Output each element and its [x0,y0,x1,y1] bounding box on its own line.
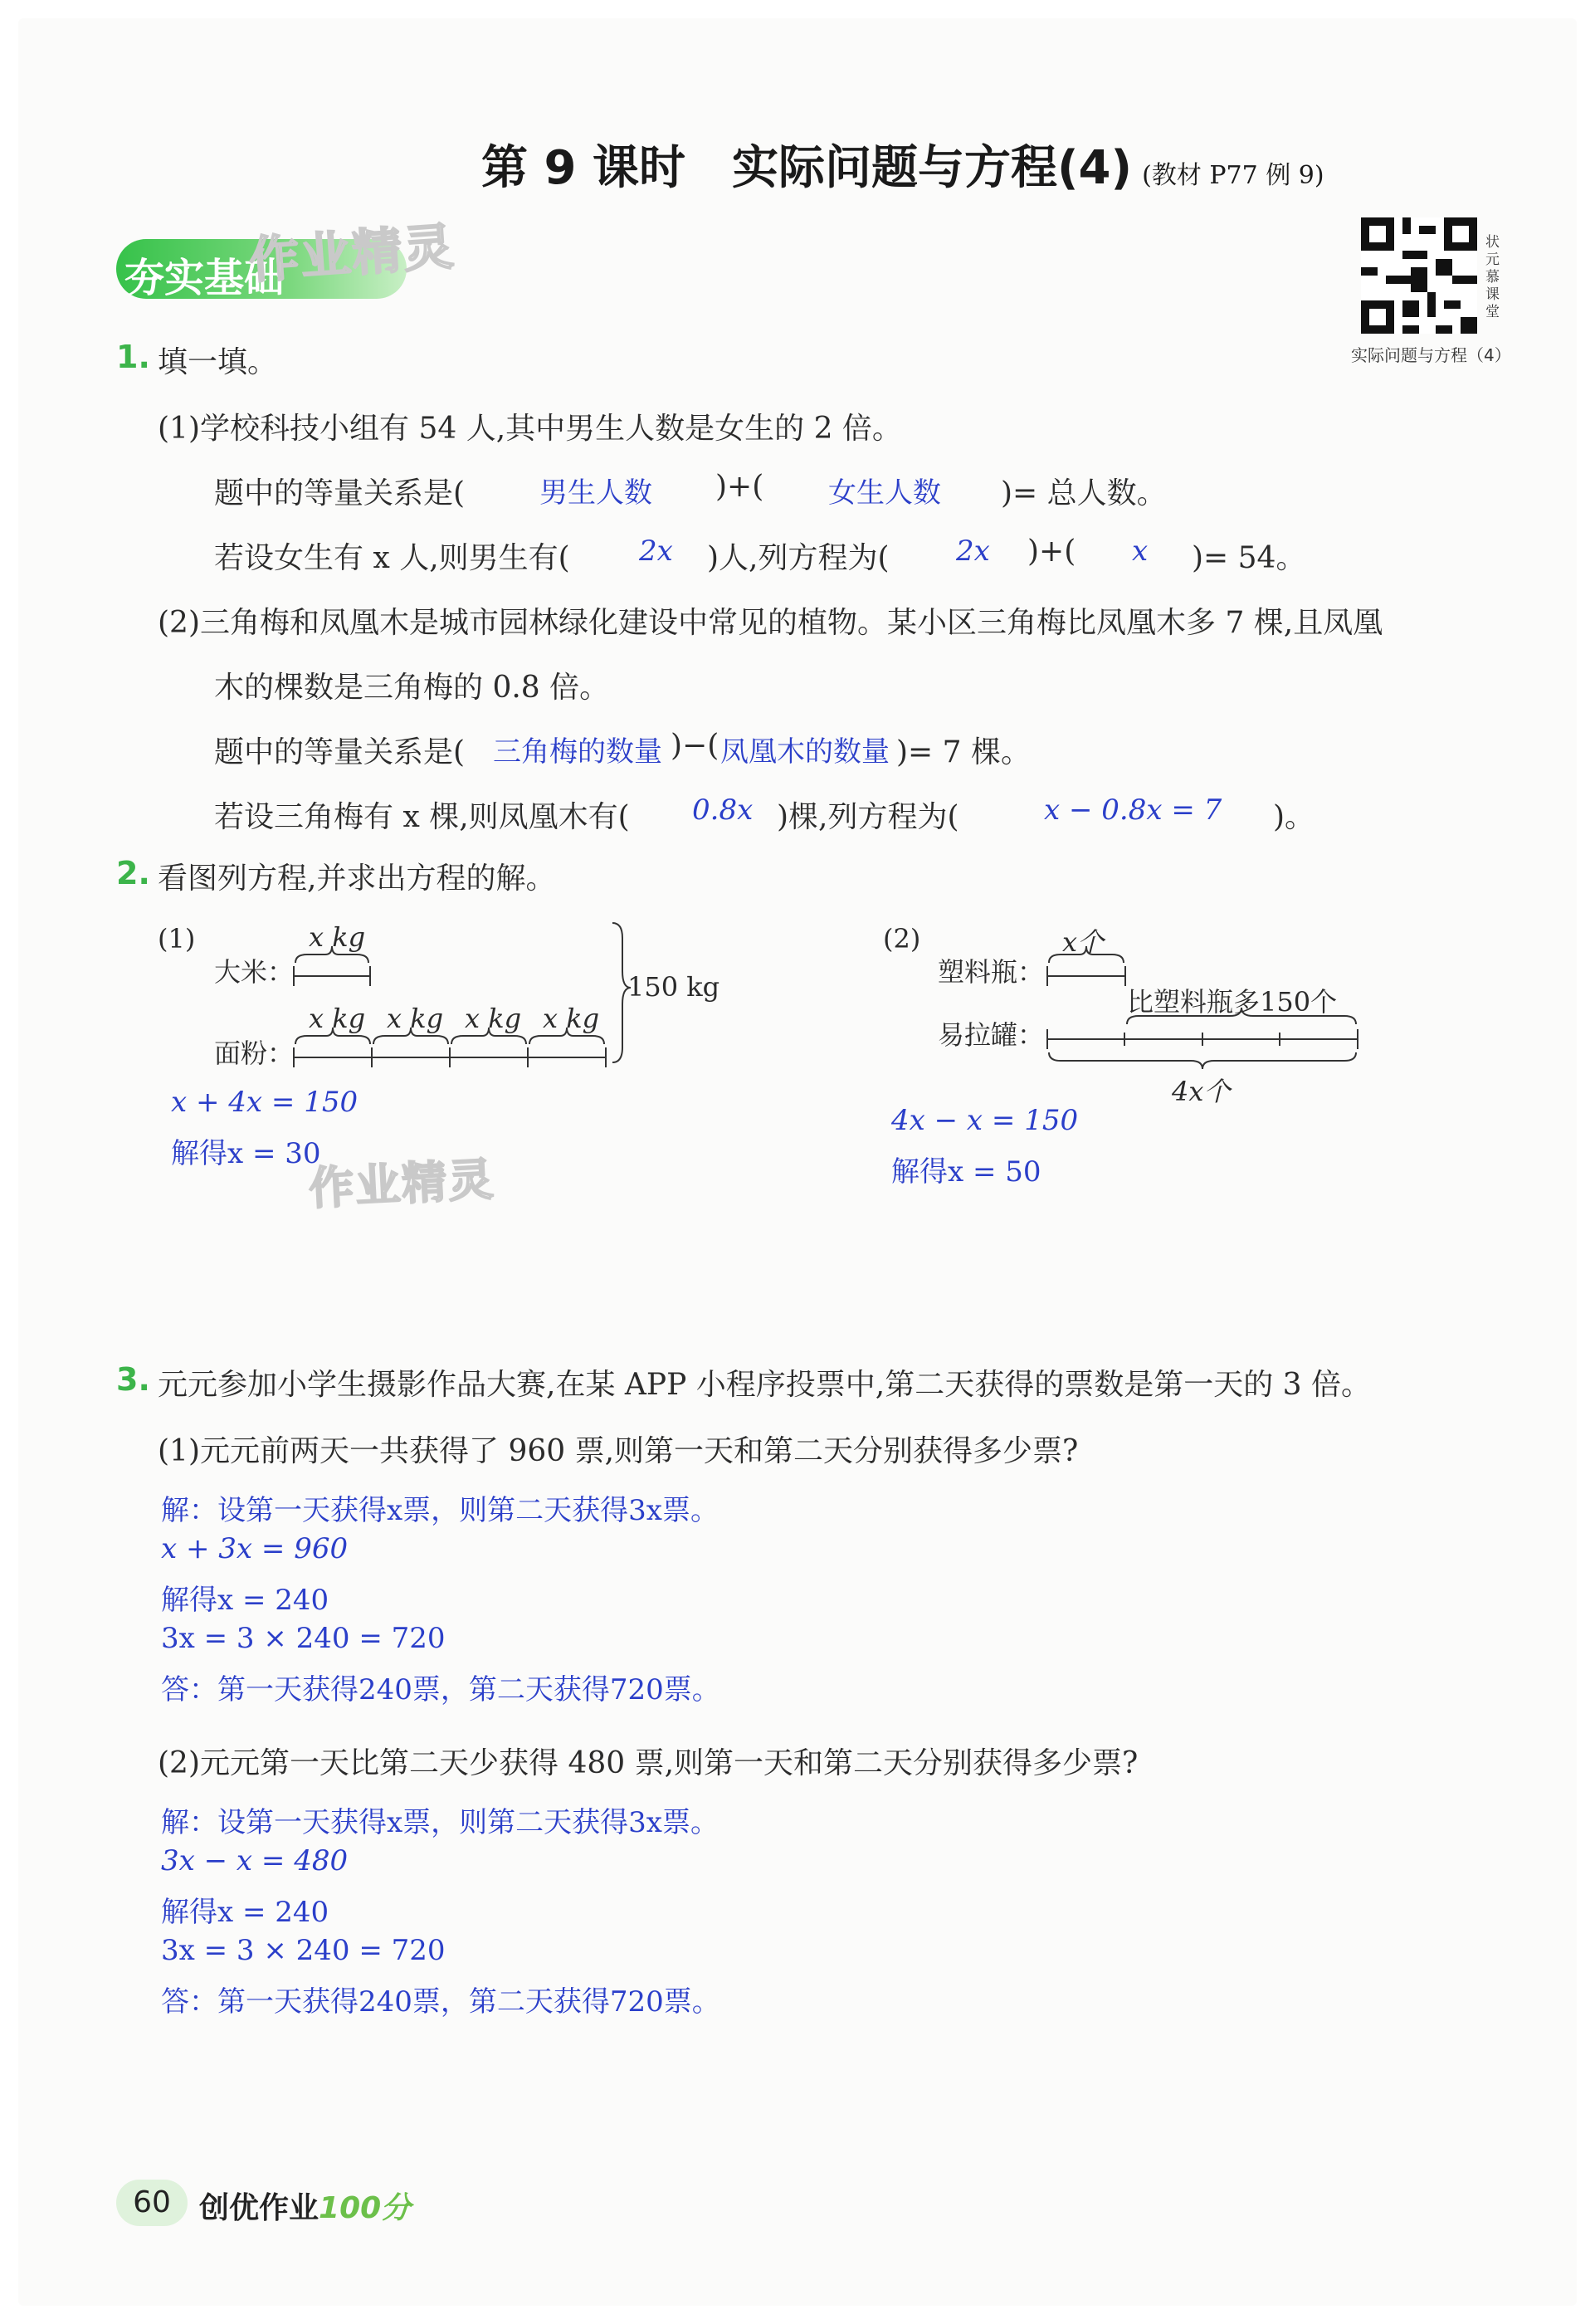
q3-p1-answer-line-4: 3x = 3 × 240 = 720 [161,1622,446,1655]
q1-p1-blank-a: 男生人数 [539,476,652,510]
q1-p1-line2-prefix: 题中的等量关系是( [214,476,466,510]
q1-p2-line2-suffix: )= 7 棵。 [896,735,1032,769]
d1-total-brace [612,923,631,1062]
q3-p1-question: (1)元元前两天一共获得了 960 票,则第一天和第二天分别获得多少票? [158,1434,1079,1468]
d2-row2-label: 易拉罐： [938,1019,1045,1051]
q1-p1-blank-b: 女生人数 [828,476,941,510]
q1-p2-mid: )−( [671,729,719,763]
q3-p2-answer-line-3: 解得x = 240 [161,1896,329,1929]
q1-p2-line1b: 木的棵数是三角梅的 0.8 倍。 [214,671,610,705]
q1-p1-blank-e: x [1132,535,1149,568]
d2-answer-equation: 4x − x = 150 [891,1104,1079,1137]
d2-bottle-bar [1047,966,1125,986]
footer-brand [199,2185,411,2227]
d1-rice-brace [295,946,368,963]
q1-number: 1. [116,339,150,375]
q3-p1-answer-line-5: 答：第一天获得240票，第二天获得720票。 [161,1673,720,1706]
d1-flour-seg-label-1: x kg [309,1003,366,1034]
q1-p1-line2-suffix: )= 总人数。 [1001,476,1167,510]
title-text: 第 9 课时 实际问题与方程(4) [481,141,1133,195]
section-badge: 夯实基础 [124,255,285,301]
q1-p2-line3-mid: )棵,列方程为( [777,800,959,834]
q1-p1-mid-a: )+( [715,470,764,504]
q1-p2-line2-prefix: 题中的等量关系是( [214,735,466,769]
footer-brand-suffix: 100分 [319,2191,412,2225]
d1-total-label: 150 kg [627,971,720,1003]
q1-p2-line3-suffix: )。 [1273,800,1315,834]
q1-p1-line1: (1)学校科技小组有 54 人,其中男生人数是女生的 2 倍。 [158,412,902,446]
q1-p1-line3-prefix: 若设女生有 x 人,则男生有( [214,541,570,575]
q1-p2-blank-c: 0.8x [692,793,754,827]
q2-number: 2. [116,855,150,891]
q3-p2-answer-line-2: 3x − x = 480 [161,1844,349,1877]
q1-stem: 填一填。 [158,345,278,379]
q3-p1-answer-line-2: x + 3x = 960 [161,1532,349,1565]
footer-brand-name: 创优作业 [199,2191,319,2225]
d1-rice-seg-label: x kg [309,921,366,953]
d2-row1-label: 塑料瓶： [938,956,1045,988]
d2-can-bar [1047,1029,1358,1049]
d1-flour-seg-label-4: x kg [543,1003,600,1034]
qr-side-text: 状元慕课堂 [1485,234,1500,320]
d1-answer-equation: x + 4x = 150 [171,1086,359,1119]
d2-bottle-seg-label: x个 [1062,926,1105,958]
q3-p1-answer-line-1: 解：设第一天获得x票，则第二天获得3x票。 [161,1494,719,1527]
q1-p2-blank-d: x − 0.8x = 7 [1044,793,1222,827]
d1-flour-seg-label-3: x kg [465,1003,522,1034]
q1-p1-line3-suffix: )= 54。 [1192,541,1306,575]
d1-flour-braces [295,1028,604,1044]
page-number: 60 [116,2180,188,2226]
q1-p2-line3-prefix: 若设三角梅有 x 棵,则凤凰木有( [214,800,630,834]
d2-answer-solution: 解得x = 50 [891,1155,1041,1189]
d1-flour-seg-label-2: x kg [387,1003,444,1034]
q1-p2-line1: (2)三角梅和凤凰木是城市园林绿化建设中常见的植物。某小区三角梅比凤凰木多 7 棵,且凤凰 [158,606,1383,640]
d2-diff-label: 比塑料瓶多150个 [1127,986,1338,1018]
q1-p1-blank-d: 2x [956,535,990,568]
q3-p2-answer-line-4: 3x = 3 × 240 = 720 [161,1934,446,1967]
d1-rice-bar [294,966,370,986]
q3-p1-answer-line-3: 解得x = 240 [161,1584,329,1617]
q2-stem: 看图列方程,并求出方程的解。 [158,862,556,896]
q3-p2-answer-line-1: 解：设第一天获得x票，则第二天获得3x票。 [161,1806,719,1839]
watermark-middle: 作业精灵 [307,1153,496,1215]
d1-label: (1) [158,923,196,954]
d2-label: (2) [883,923,921,954]
d2-total-brace [1049,1052,1356,1069]
q1-p2-blank-a: 三角梅的数量 [493,735,662,769]
q3-stem: 元元参加小学生摄影作品大赛,在某 APP 小程序投票中,第二天获得的票数是第一天的 3 倍。 [158,1368,1372,1402]
q1-p1-line3-mid: )人,列方程为( [707,541,890,575]
watermark-top: 作业精灵 [247,217,457,290]
d1-row1-label: 大米： [214,956,295,988]
q1-p1-line3-mid2: )+( [1027,535,1076,569]
q3-p2-question: (2)元元第一天比第二天少获得 480 票,则第一天和第二天分别获得多少票? [158,1746,1139,1780]
d1-flour-bar [294,1047,606,1067]
q1-p1-blank-c: 2x [639,535,673,568]
q1-p2-blank-b: 凤凰木的数量 [720,735,890,769]
q3-p2-answer-line-5: 答：第一天获得240票，第二天获得720票。 [161,1985,720,2019]
qr-caption: 实际问题与方程（4） [1351,345,1511,365]
q3-number: 3. [116,1361,150,1398]
title-subtitle: (教材 P77 例 9) [1142,161,1324,190]
d1-answer-solution: 解得x = 30 [171,1137,321,1170]
d1-row2-label: 面粉： [214,1038,295,1069]
d2-bottom-label: 4x个 [1172,1076,1231,1107]
